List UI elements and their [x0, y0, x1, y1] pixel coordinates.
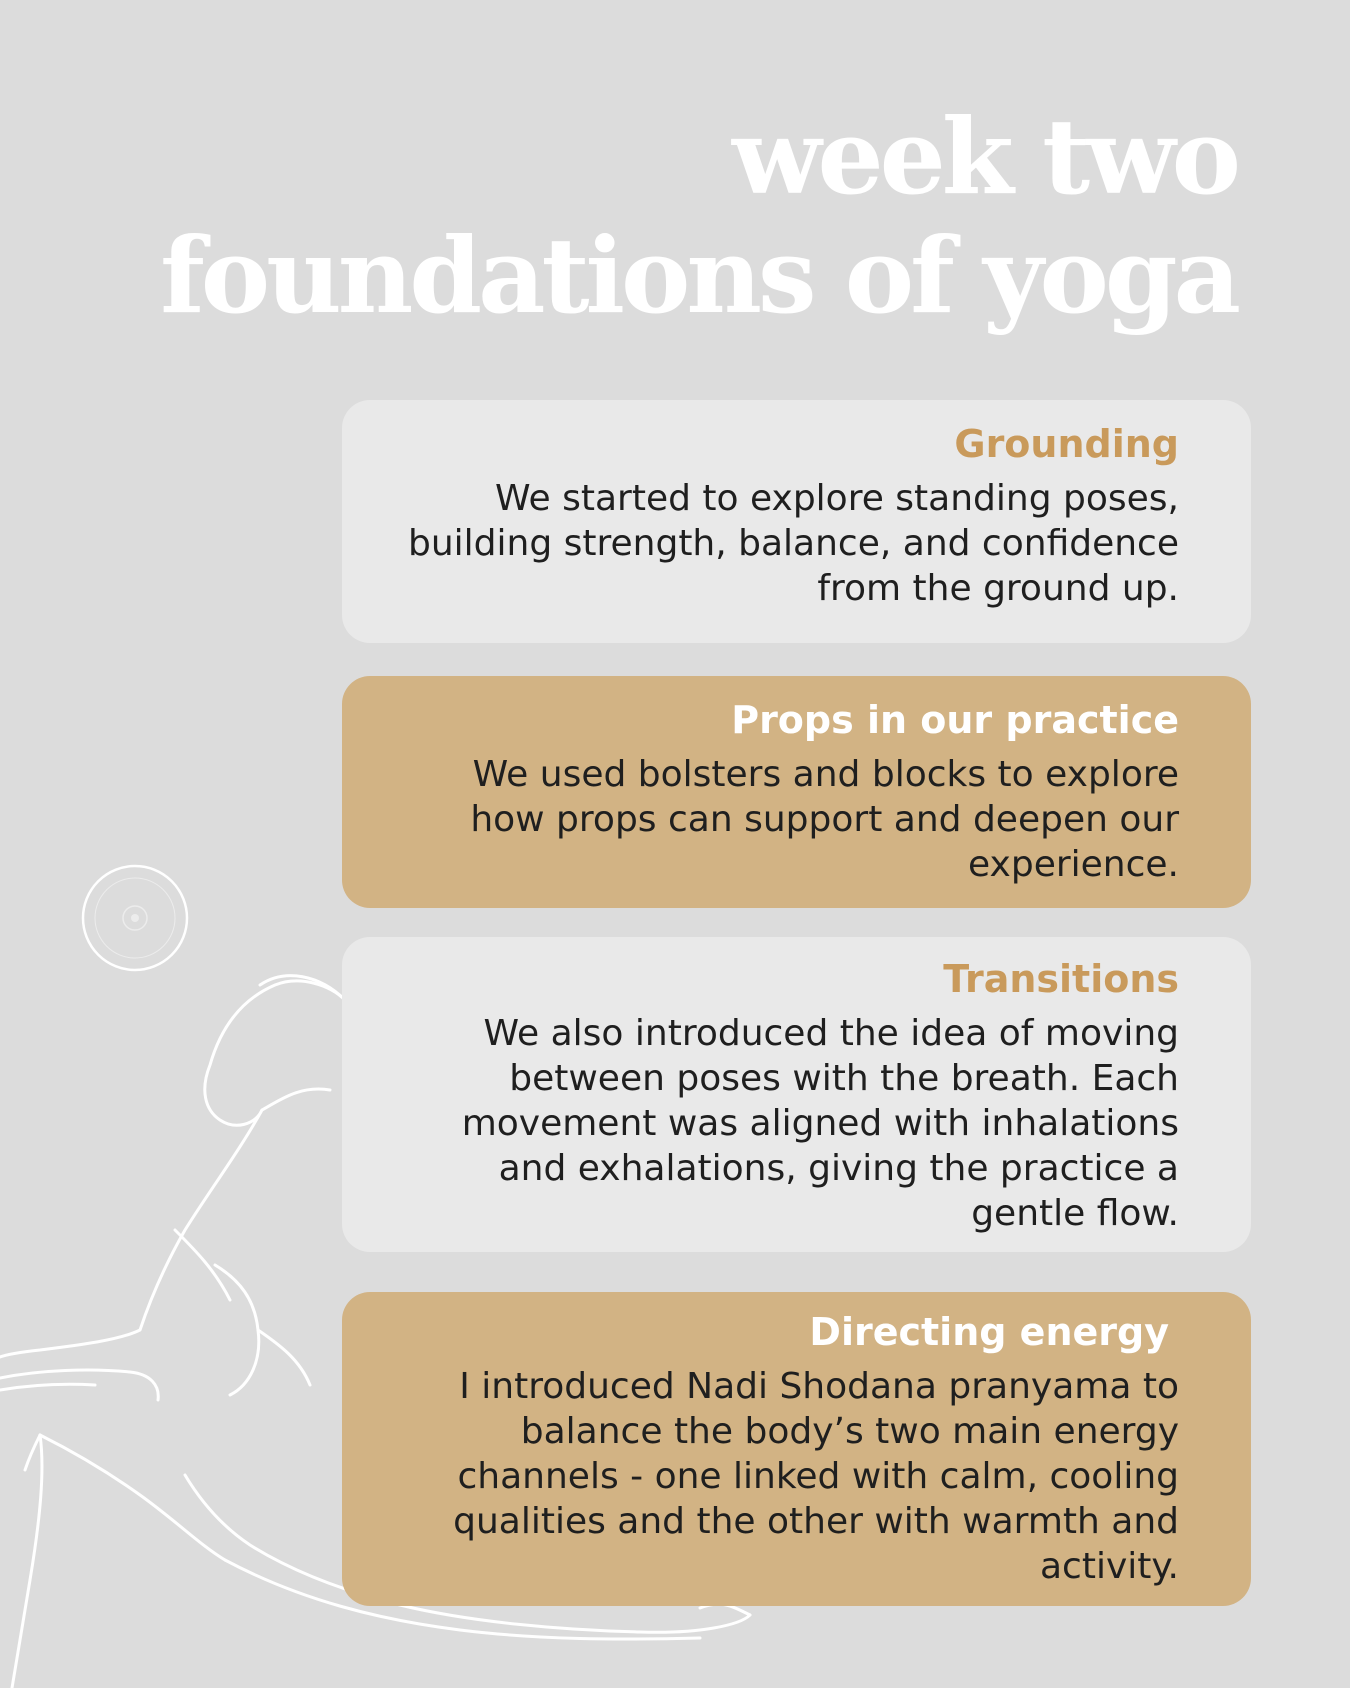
title-line-topic: foundations of yoga	[160, 214, 1237, 337]
card-body: We used bolsters and blocks to explore how props can support and deepen our experience.	[470, 754, 1179, 885]
page-title	[160, 95, 1237, 338]
circular-logo-seal-icon	[80, 863, 190, 973]
card-heading: Props in our practice	[731, 698, 1179, 742]
card-heading: Transitions	[943, 957, 1179, 1001]
title-line-week: week two	[731, 95, 1237, 218]
card-directing-energy	[342, 1292, 1251, 1606]
card-heading: Grounding	[954, 422, 1179, 466]
card-body: I introduced Nadi Shodana pranyama to balance the body’s two main energy channels - one linked with calm, cooling qualities and the other with warmth and activity.	[453, 1366, 1179, 1587]
card-transitions	[342, 937, 1251, 1252]
card-grounding	[342, 400, 1251, 643]
card-props	[342, 676, 1251, 908]
card-heading: Directing energy	[809, 1310, 1169, 1354]
card-body: We started to explore standing poses, building strength, balance, and confidence from the ground up.	[407, 478, 1179, 609]
card-body: We also introduced the idea of moving between poses with the breath. Each movement was aligned with inhalations and exhalations, giving the practice a gentle flow.	[461, 1013, 1179, 1234]
